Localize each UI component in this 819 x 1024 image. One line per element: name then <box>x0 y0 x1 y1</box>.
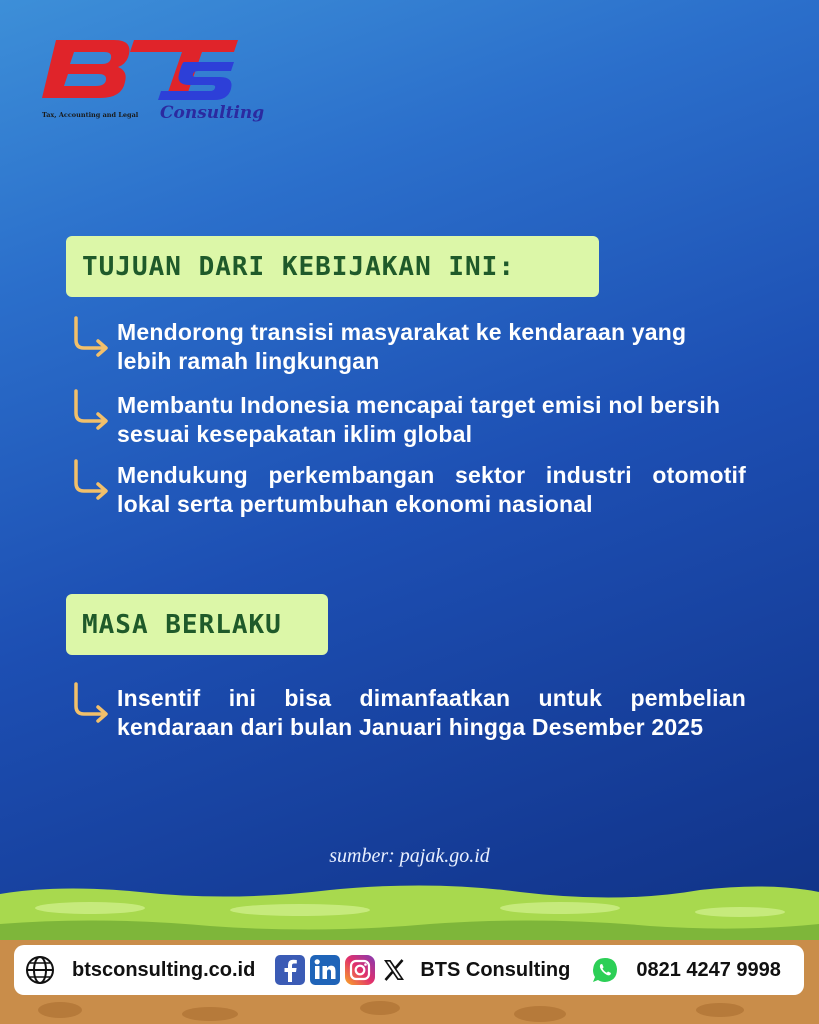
phone-number[interactable]: 0821 4247 9998 <box>636 958 781 981</box>
social-name: BTS Consulting <box>420 958 571 981</box>
globe-icon <box>24 954 56 986</box>
curved-arrow-icon <box>70 316 112 368</box>
contact-bar <box>14 945 804 995</box>
source-citation: sumber: pajak.go.id <box>329 845 490 867</box>
facebook-icon[interactable] <box>275 955 305 985</box>
curved-arrow-icon <box>70 682 112 734</box>
bts-logo-graphic <box>34 34 244 114</box>
curved-arrow-icon <box>70 459 112 511</box>
period-heading: MASA BERLAKU <box>66 594 328 655</box>
goals-heading: TUJUAN DARI KEBIJAKAN INI: <box>66 236 599 297</box>
goal-item <box>70 391 746 455</box>
website-link[interactable]: btsconsulting.co.id <box>72 958 256 981</box>
curved-arrow-icon <box>70 389 112 441</box>
logo-script: Consulting <box>160 103 265 123</box>
bts-logo <box>34 34 265 130</box>
period-item <box>70 684 746 778</box>
instagram-icon[interactable] <box>345 955 375 985</box>
whatsapp-icon[interactable] <box>590 955 620 985</box>
goal-item <box>70 461 746 555</box>
goal-item-text: Mendukung perkembangan sektor industri otomotif lokal serta pertumbuhan ekonomi nasional <box>117 462 746 517</box>
logo-tagline: Tax, Accounting and Legal <box>42 111 139 119</box>
x-icon[interactable] <box>380 955 408 985</box>
goal-item-text: Membantu Indonesia mencapai target emisi nol bersih sesuai kesepakatan iklim global <box>117 392 721 447</box>
period-item-text: Insentif ini bisa dimanfaatkan untuk pembelian kendaraan dari bulan Januari hingga Desember 2025 <box>117 685 746 740</box>
goal-item <box>70 318 746 382</box>
linkedin-icon[interactable] <box>310 955 340 985</box>
goal-item-text: Mendorong transisi masyarakat ke kendaraan yang lebih ramah lingkungan <box>117 319 687 374</box>
